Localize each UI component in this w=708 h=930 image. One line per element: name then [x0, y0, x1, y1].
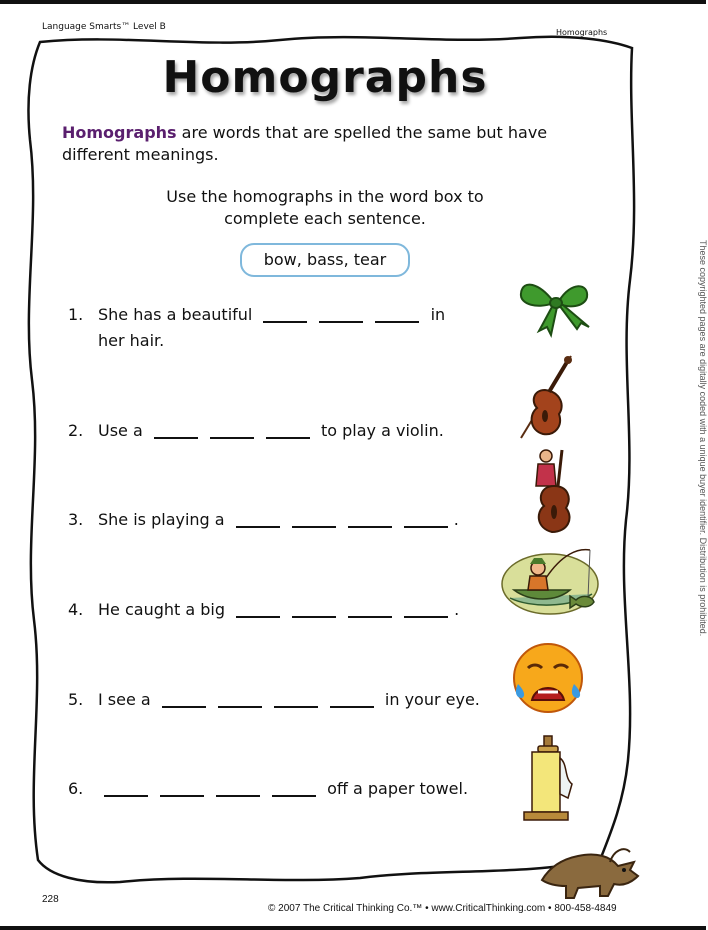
question-text	[98, 418, 444, 444]
series-label: Language Smarts™ Level B	[42, 22, 166, 32]
question-number: 4.	[68, 600, 84, 619]
question-6	[68, 776, 488, 802]
answer-blank[interactable]	[104, 795, 148, 797]
answer-blank[interactable]	[319, 321, 363, 323]
question-number: 5.	[68, 690, 84, 709]
bass-instrument-icon	[528, 446, 576, 534]
question-before: She is playing a	[98, 510, 225, 529]
question-after: in	[430, 305, 446, 324]
question-3	[68, 507, 488, 533]
question-1	[68, 302, 488, 354]
question-number: 1.	[68, 305, 84, 324]
answer-blank[interactable]	[404, 526, 448, 528]
answer-blank[interactable]	[274, 706, 318, 708]
crying-face-icon	[508, 640, 584, 720]
topic-label: Homographs	[556, 28, 608, 37]
definition-text: are words that are spelled the same but have different meanings.	[62, 123, 548, 164]
answer-blank[interactable]	[236, 526, 280, 528]
answer-blank[interactable]	[272, 795, 316, 797]
answer-blank[interactable]	[348, 616, 392, 618]
question-before: She has a beautiful	[98, 305, 253, 324]
question-after: to play a violin.	[320, 421, 444, 440]
question-before: Use a	[98, 421, 143, 440]
question-number: 6.	[68, 779, 84, 798]
question-after: .	[454, 600, 460, 619]
question-text	[98, 597, 459, 623]
answer-blank[interactable]	[210, 437, 254, 439]
copyright-side-note: These copyrighted pages are digitally coded with a unique buyer identifier. Distribution is prohibited.	[698, 240, 708, 637]
question-number: 2.	[68, 421, 84, 440]
definition	[62, 122, 582, 166]
question-text	[98, 507, 459, 533]
footer-credits: © 2007 The Critical Thinking Co.™ • www.CriticalThinking.com • 800-458-4849	[268, 903, 617, 914]
question-2	[68, 418, 488, 444]
question-after: off a paper towel.	[327, 779, 469, 798]
page-title: Homographs	[162, 52, 488, 103]
bottom-border	[0, 926, 706, 930]
answer-blank[interactable]	[162, 706, 206, 708]
answer-blank[interactable]	[266, 437, 310, 439]
question-4	[68, 597, 488, 623]
answer-blank[interactable]	[263, 321, 307, 323]
paper-towel-icon	[520, 734, 576, 826]
answer-blank[interactable]	[404, 616, 448, 618]
answer-blank[interactable]	[375, 321, 419, 323]
question-text	[98, 302, 445, 328]
answer-blank[interactable]	[216, 795, 260, 797]
question-5	[68, 687, 508, 713]
question-line2: her hair.	[98, 331, 165, 350]
definition-term: Homographs	[62, 123, 177, 142]
word-box: bow, bass, tear	[240, 243, 410, 277]
answer-blank[interactable]	[154, 437, 198, 439]
page-number: 228	[42, 894, 59, 905]
question-text	[98, 687, 480, 713]
answer-blank[interactable]	[348, 526, 392, 528]
answer-blank[interactable]	[292, 616, 336, 618]
question-number: 3.	[68, 510, 84, 529]
question-after: .	[453, 510, 459, 529]
answer-blank[interactable]	[160, 795, 204, 797]
ribbon-bow-icon	[515, 275, 595, 339]
fishing-bass-icon	[500, 544, 600, 616]
question-before: He caught a big	[98, 600, 226, 619]
answer-blank[interactable]	[292, 526, 336, 528]
question-after: in your eye.	[384, 690, 480, 709]
question-before: I see a	[98, 690, 151, 709]
question-text	[98, 776, 468, 802]
violin-bow-icon	[515, 350, 579, 442]
dinosaur-icon	[538, 834, 642, 902]
answer-blank[interactable]	[218, 706, 262, 708]
instructions: Use the homographs in the word box to complete each sentence.	[166, 187, 484, 228]
answer-blank[interactable]	[236, 616, 280, 618]
answer-blank[interactable]	[330, 706, 374, 708]
